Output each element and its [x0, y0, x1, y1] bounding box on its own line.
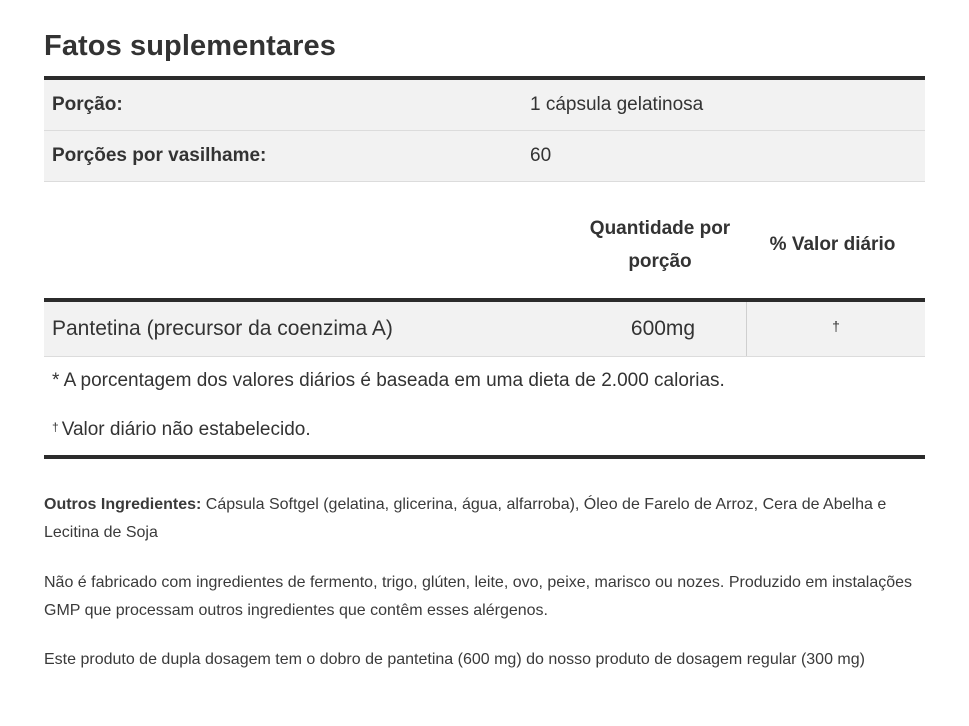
dagger-footnote-text: Valor diário não estabelecido.	[61, 419, 311, 440]
dosage-note: Este produto de dupla dosagem tem o dobro de pantetina (600 mg) do nosso produto de dosagem regular (300 mg)	[44, 651, 865, 668]
nutrient-row	[44, 302, 925, 357]
percent-footnote: * A porcentagem dos valores diários é baseada em uma dieta de 2.000 calorias.	[52, 370, 725, 391]
servings-per-container-label: Porções por vasilhame:	[44, 131, 522, 182]
other-ingredients-label: Outros Ingredientes:	[44, 496, 202, 513]
serving-info-table	[44, 80, 925, 182]
other-ingredients	[44, 491, 925, 547]
amount-per-serving-header	[580, 202, 740, 278]
dagger-footnote	[44, 404, 925, 451]
nutrient-column-headers	[44, 182, 925, 298]
serving-size-row	[44, 80, 925, 131]
serving-size-value: 1 cápsula gelatinosa	[522, 80, 925, 131]
nutrient-daily-value: †	[832, 318, 840, 334]
bottom-divider	[44, 455, 925, 459]
amount-header-line2: porção	[628, 251, 692, 272]
panel-title: Fatos suplementares	[44, 30, 336, 62]
servings-per-container-value: 60	[522, 131, 925, 182]
nutrient-amount: 600mg	[580, 302, 747, 356]
supplement-facts-panel	[44, 26, 925, 674]
amount-header-line1: Quantidade por	[589, 218, 731, 239]
daily-value-header: % Valor diário	[769, 234, 896, 255]
other-ingredients-text: Cápsula Softgel (gelatina, glicerina, água, alfarroba), Óleo de Farelo de Arroz, Cera de Abelha e Lecitina de Soja	[44, 496, 887, 541]
allergen-note: Não é fabricado com ingredientes de fermento, trigo, glúten, leite, ovo, peixe, marisco ou nozes. Produzido em instalações GMP que processam outros ingredientes que contêm esses alérgenos.	[44, 574, 913, 619]
servings-per-container-row	[44, 131, 925, 182]
dagger-symbol: †	[52, 420, 59, 434]
nutrient-name: Pantetina (precursor da coenzima A)	[52, 317, 393, 340]
serving-size-label: Porção:	[44, 80, 522, 131]
